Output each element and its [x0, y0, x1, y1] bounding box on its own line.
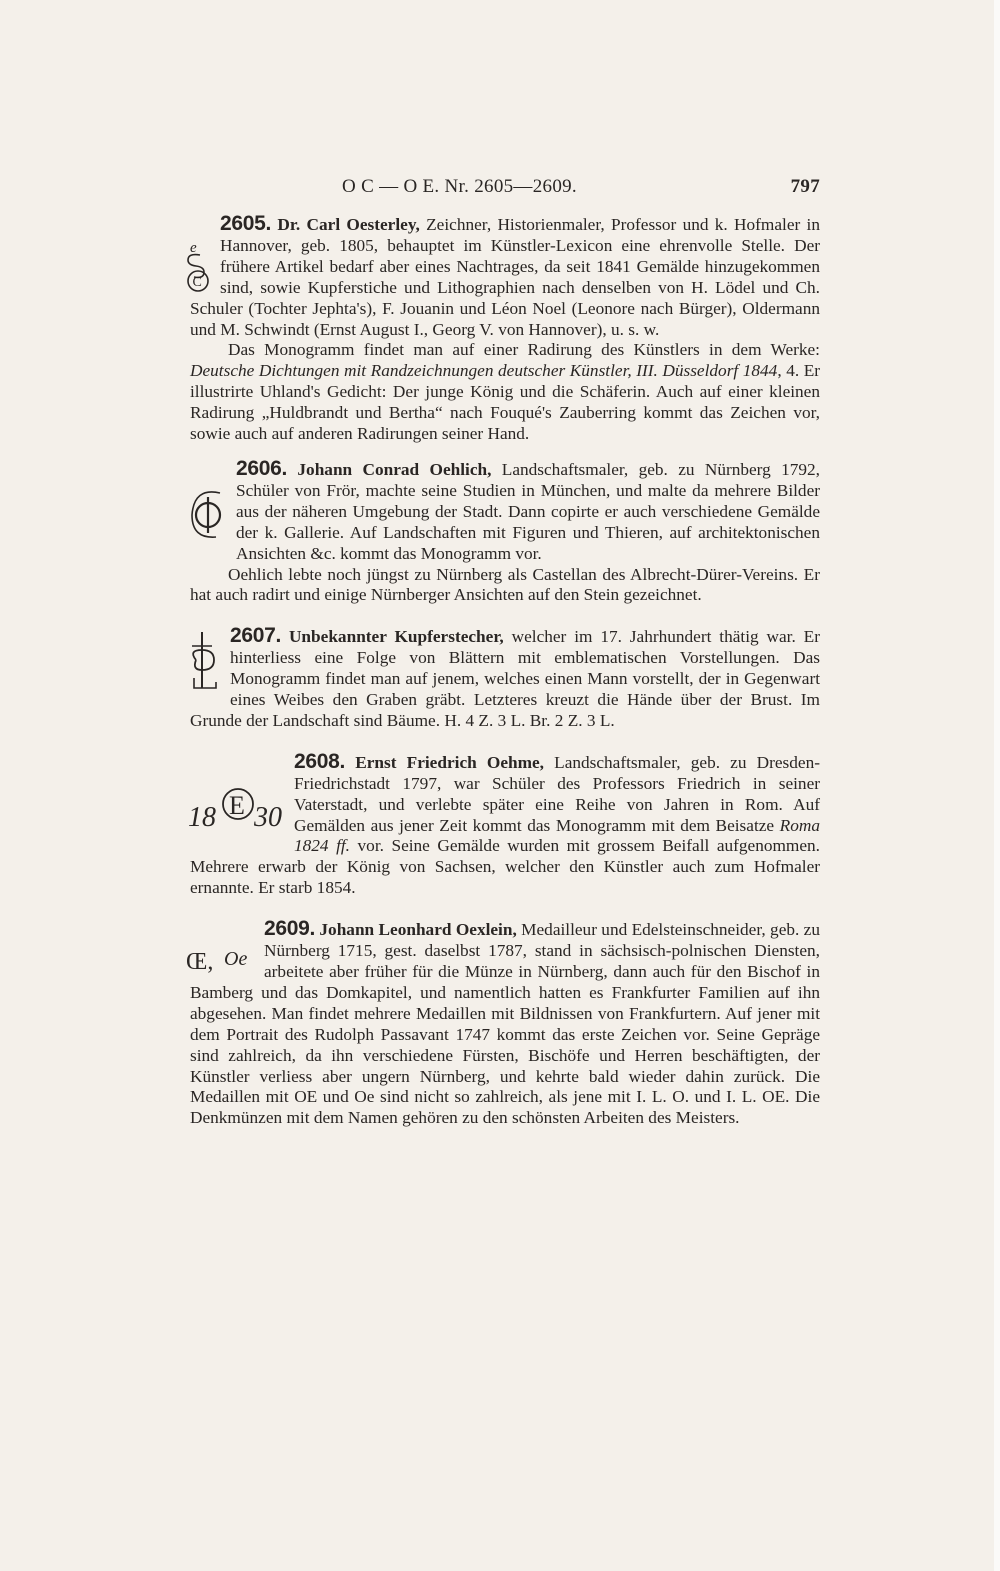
artist-name: Unbekannter Kupferstecher, [288, 627, 504, 647]
monogram-oesterley-icon [184, 238, 214, 294]
entry-2606 [190, 456, 820, 606]
monogram-oe-ligature: Œ, [186, 949, 214, 976]
entry-paragraph: Das Monogramm findet man auf einer Radirung des Künstlers in dem Werke: Deutsche Dichtungen mit Randzeichnungen deutscher Künstler, III. Düsseldorf 1844, 4. Er illustrirte Uhland's Gedicht: Der junge König und die Schäferin. Auch auf einer kleinen Radirung „Huldbrandt und Bertha“ nach Fouqué's Zauberring kommt das Zeichen vor, sowie auch auf anderen Radirungen seiner Hand. [190, 340, 821, 444]
entry-paragraph [190, 456, 820, 565]
entry-number: 2609. [264, 917, 316, 941]
header-title: O C — O E. Nr. 2605—2609. [342, 176, 577, 197]
artist-name: Dr. Carl Oesterley, [277, 215, 420, 234]
italic-title: Roma 1824 ff. [294, 815, 820, 856]
artist-name: Johann Conrad Oehlich, [297, 459, 492, 479]
entry-paragraph [190, 214, 820, 340]
entry-number: 2607. [230, 624, 282, 648]
entry-2607 [190, 626, 820, 732]
entry-text: welcher im 17. Jahrhundert thätig war. Er hinterliess eine Folge von Blättern mit emblematischen Vorstellungen. Das Monogramm findet man auf jenem, welches einen Mann vorstellt, der in Gegenwart eines Weibes den Graben gräbt. Letzteres kreuzt die Hände über der Brust. Im Grunde der Landschaft sind Bäume. H. 4 Z. 3 L. Br. 2 Z. 3 L. [190, 627, 820, 730]
monogram-year-left: 18 [188, 801, 216, 833]
entry-paragraph [190, 919, 820, 1129]
entry-text: Zeichner, Historienmaler, Professor und k. Hofmaler in Hannover, geb. 1805, behauptet im Künstler-Lexicon eine ehrenvolle Stelle. Der frühere Artikel bedarf aber eines Nachtrages, da seit 1841 Gemälde hinzugekommen sind, sowie Kupferstiche und Lithographien nach denselben von H. Lödel und Ch. Schuler (Tochter Jephta's), F. Jouanin und Léon Noel (Leonore nach Bürger), Oldermann und M. Schwindt (Ernst August I., Georg V. von Hannover), u. s. w. [190, 215, 820, 339]
artist-name: Ernst Friedrich Oehme, [355, 752, 544, 772]
entry-paragraph [190, 626, 820, 732]
svg-text:C: C [192, 275, 202, 290]
entry-2608 [188, 749, 820, 899]
entry-text: Landschaftsmaler, geb. zu Dresden-Friedrichstadt 1797, war Schüler des Professors Friedrich in seiner Vaterstadt, und verlebte später eine Reihe von Jahren in Rom. Auf Gemälden aus jener Zeit kommt das Monogramm mit dem Beisatze Roma 1824 ff. vor. Seine Gemälde wurden mit grossem Beifall aufgenommen. Mehrere erwarb der König von Sachsen, welcher den Künstler auch zum Hofmaler ernannte. Er starb 1854. [190, 752, 820, 898]
entry-text: Medailleur und Edelsteinschneider, geb. zu Nürnberg 1715, gest. daselbst 1787, stand in sächsisch-polnischen Diensten, arbeitete aber früher für die Münze in Nürnberg, dann auch für den Bischof in Bamberg und das Domkapitel, und namentlich hatten es Frankfurter Familien auf ihn abgesehen. Man findet mehrere Medaillen mit Bildnissen von Frankfurtern. Auf jener mit dem Portrait des Rudolph Passavant 1747 kommt das erste Zeichen vor. Seine Gepräge sind zahlreich, da ihn verschiedene Fürsten, Bischöfe und Herren beschäftigten, der Künstler verliess aber ungern Nürnberg, und kehrte bald wieder dahin zurück. Die Medaillen mit OE und Oe sind nicht so zahlreich, als jene mit I. L. O. und I. L. OE. Die Denkmünzen mit dem Namen gehören zu den schönsten Arbeiten des Meisters. [190, 920, 820, 1128]
monogram-oehme-icon [186, 774, 288, 840]
entry-2609 [186, 917, 820, 1129]
svg-text:e: e [190, 240, 197, 256]
entry-number: 2605. [220, 212, 272, 235]
italic-title: Deutsche Dichtungen mit Randzeichnungen deutscher Künstler, III. Düsseldorf 1844 [190, 361, 778, 381]
entry-2605 [190, 214, 820, 445]
page-number: 797 [790, 176, 820, 197]
page-content [186, 210, 821, 1129]
entry-text: Landschaftsmaler, geb. zu Nürnberg 1792, Schüler von Frör, machte seine Studien in München, und malte da mehrere Bilder aus der näheren Umgebung der Stadt. Dann copirte er auch verschiedene Gemälde der k. Gallerie. Auf Landschaften mit Figuren und Thieren, auf architektonischen Ansichten &c. kommt das Monogramm vor. [236, 459, 820, 563]
entry-number: 2606. [236, 456, 288, 480]
entry-paragraph: Oehlich lebte noch jüngst zu Nürnberg als Castellan des Albrecht-Dürer-Vereins. Er hat auch radirt und einige Nürnberger Ansichten auf den Stein gezeichnet. [190, 564, 820, 605]
running-header [190, 176, 820, 206]
monogram-unknown-engraver-icon [186, 630, 222, 692]
artist-name: Johann Leonhard Oexlein, [319, 920, 517, 940]
monogram-oe: Oe [224, 948, 248, 971]
monogram-year-right: 30 [254, 801, 282, 833]
monogram-letter: E [229, 790, 245, 820]
monogram-oehlich-icon [186, 483, 230, 545]
monogram-oexlein-icon [186, 939, 258, 979]
entry-number: 2608. [294, 749, 346, 773]
